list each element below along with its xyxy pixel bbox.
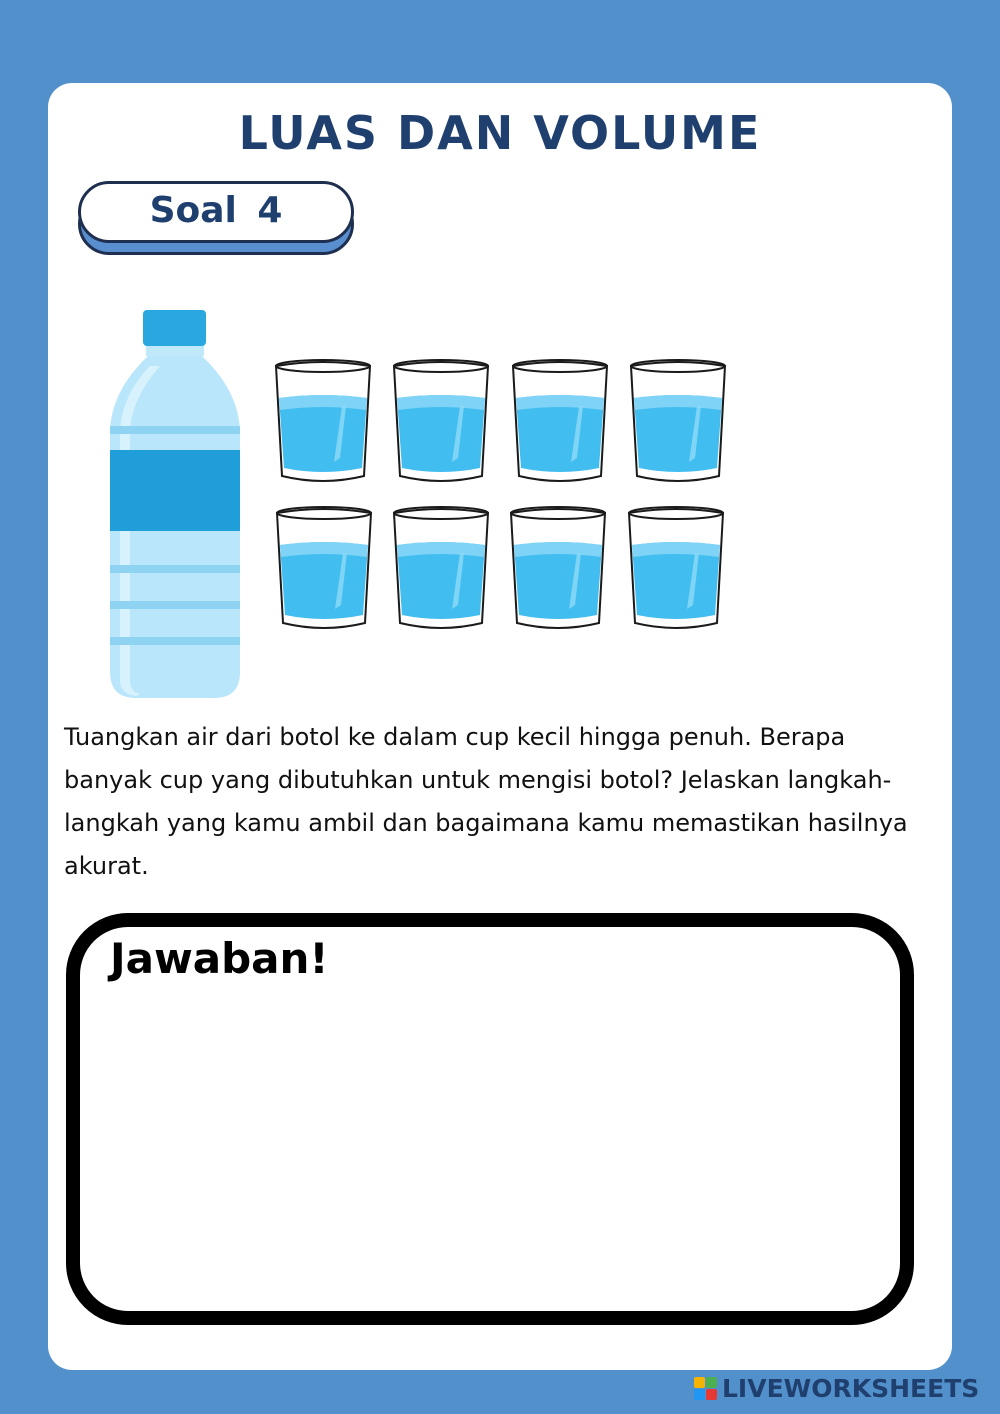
water-glass-icon — [277, 507, 371, 628]
liveworksheets-logo-icon — [694, 1377, 718, 1401]
answer-label: Jawaban! — [110, 934, 329, 983]
water-glass-icon — [276, 360, 370, 481]
water-glass-icon — [394, 360, 488, 481]
water-glass-icon — [629, 507, 723, 628]
water-glass-icon — [394, 507, 488, 628]
water-bottle-icon — [110, 310, 240, 698]
water-glass-icon — [631, 360, 725, 481]
footer-brand — [690, 1372, 990, 1406]
water-glass-icon — [511, 507, 605, 628]
water-glass-icon — [513, 360, 607, 481]
question-text: Tuangkan air dari botol ke dalam cup kecil hingga penuh. Berapa banyak cup yang dibutuhkan untuk mengisi botol? Jelaskan langkah-langkah yang kamu ambil dan bagaimana kamu memastikan hasilnya akurat. — [64, 723, 908, 880]
page-title: LUAS DAN VOLUME — [238, 106, 762, 160]
brand-name: LIVEWORKSHEETS — [722, 1374, 980, 1403]
question-number-label: Soal 4 — [149, 190, 283, 231]
